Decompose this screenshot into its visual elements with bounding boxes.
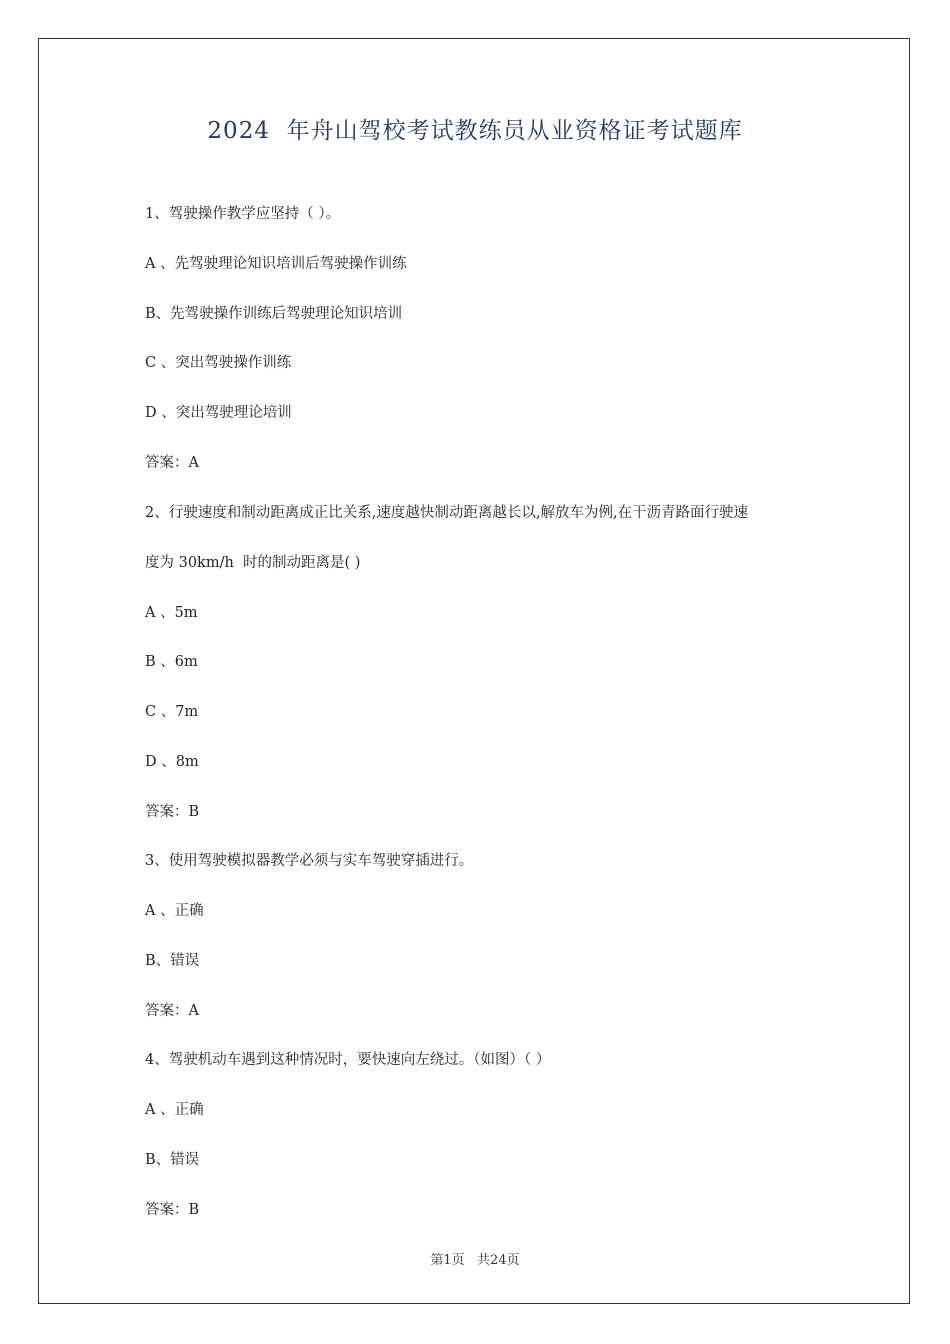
question-2-answer: 答案：B [145,804,200,820]
document-title: 2024 年舟山驾校考试教练员从业资格证考试题库 [207,118,743,144]
question-1-option-b: B、先驾驶操作训练后驾驶理论知识培训 [145,306,403,322]
question-4-option-a: A 、正确 [145,1102,204,1118]
question-1-answer: 答案：A [145,455,199,471]
question-1-option-c: C 、突出驾驶操作训练 [145,355,292,371]
question-2-option-d: D 、8m [145,754,199,770]
question-3-answer: 答案：A [145,1003,199,1019]
page-number-footer: 第1页 共24页 [430,1253,520,1268]
question-2-stem-line-2: 度为 30km/h 时的制动距离是( ) [145,555,361,571]
question-3-option-a: A 、正确 [145,903,204,919]
question-1-stem: 1、驾驶操作教学应坚持（ ）。 [145,206,341,222]
question-2-option-a: A 、5m [145,605,198,621]
question-2-stem-line-1: 2、行驶速度和制动距离成正比关系,速度越快制动距离越长以,解放车为例,在干沥青路面行驶速 [145,505,749,521]
question-3-stem: 3、使用驾驶模拟器教学必须与实车驾驶穿插进行。 [145,853,474,869]
question-4-stem: 4、驾驶机动车遇到这种情况时，要快速向左绕过。（如图）（ ） [145,1052,551,1068]
question-4-answer: 答案：B [145,1202,200,1218]
question-2-option-c: C 、7m [145,704,199,720]
question-4-option-b: B、错误 [145,1152,200,1168]
question-1-option-a: A 、先驾驶理论知识培训后驾驶操作训练 [145,256,407,272]
question-1-option-d: D 、突出驾驶理论培训 [145,405,292,421]
question-2-option-b: B 、6m [145,654,198,670]
question-3-option-b: B、错误 [145,953,200,969]
